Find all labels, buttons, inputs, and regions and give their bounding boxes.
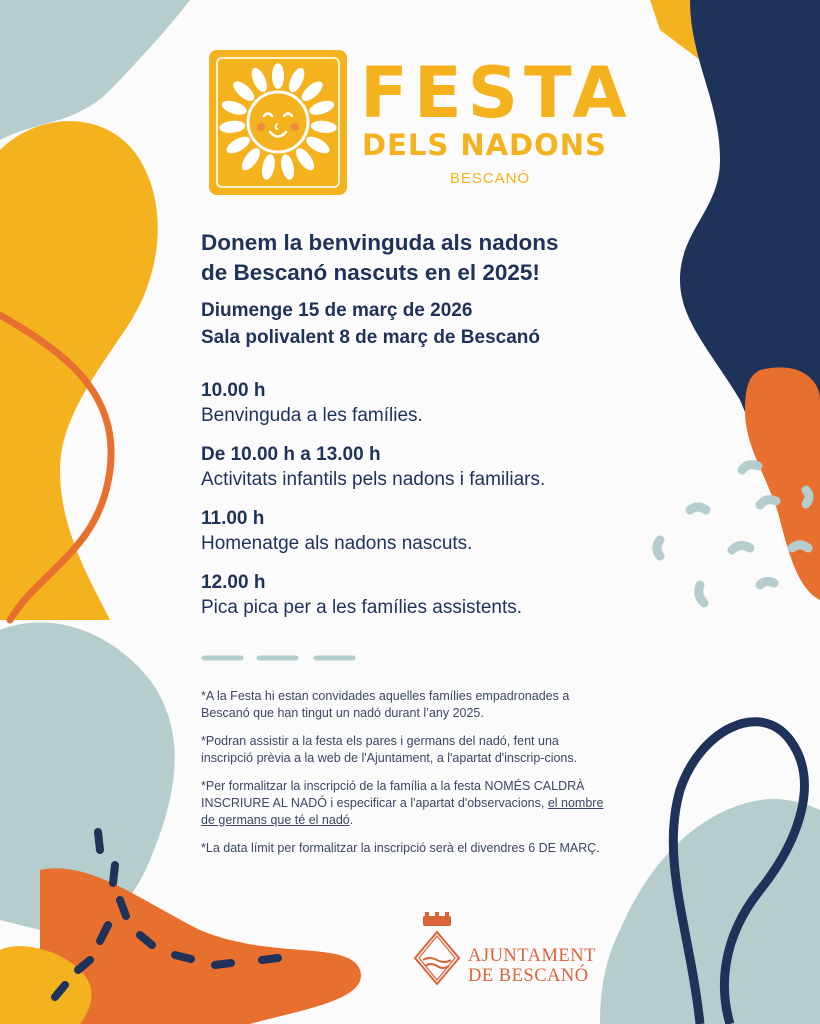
event-info — [201, 297, 641, 351]
note-3 — [201, 778, 611, 829]
dels-nadons-title: DELS NADONS — [362, 128, 607, 162]
note-3-end: . — [349, 813, 354, 827]
note-1: *A la Festa hi estan convidades aquelles famílies empadronades a Bescanó que han tingut un nadó durant l’any 2025. — [201, 689, 570, 720]
schedule-item — [201, 506, 641, 556]
schedule — [201, 378, 641, 634]
ajuntament-label: AJUNTAMENT — [468, 946, 596, 966]
headline — [201, 228, 641, 288]
teal-blob-bottom-right — [600, 799, 820, 1024]
festa-title: FESTA — [360, 52, 633, 134]
schedule-time: 11.00 h — [201, 508, 265, 529]
schedule-item — [201, 378, 641, 428]
headline-line-2: de Bescanó nascuts en el 2025! — [201, 260, 540, 285]
schedule-activity: Homenatge als nadons nascuts. — [201, 533, 473, 554]
orange-blob-right — [745, 367, 820, 600]
sun-logo — [209, 50, 347, 195]
teal-blob-top-left — [0, 0, 190, 140]
headline-line-1: Donem la benvinguda als nadons — [201, 230, 559, 255]
note-2: *Podran assistir a la festa els pares i germans del nadó, fent una inscripció prèvia a la web de l'Ajuntament, a l'apartat d'inscrip-cions. — [201, 734, 578, 765]
ajuntament-emblem — [413, 912, 473, 992]
schedule-time: De 10.00 h a 13.00 h — [201, 444, 381, 465]
notes — [201, 688, 611, 868]
schedule-time: 10.00 h — [201, 380, 266, 401]
schedule-activity: Activitats infantils pels nadons i familiars. — [201, 469, 546, 490]
note-3-text: *Per formalitzar la inscripció de la família a la festa NOMÉS CALDRÀ INSCRIURE AL NADÓ i especificar a l'apartat d'observacions, — [201, 779, 585, 810]
schedule-time: 12.00 h — [201, 572, 266, 593]
schedule-activity: Pica pica per a les famílies assistents. — [201, 597, 523, 618]
ajuntament-town-label: DE BESCANÓ — [468, 966, 589, 986]
event-date: Diumenge 15 de març de 2026 — [201, 300, 473, 321]
schedule-activity: Benvinguda a les famílies. — [201, 405, 423, 426]
note-3-underlined: el nombre de germans que té el nadó — [201, 796, 604, 827]
event-venue: Sala polivalent 8 de març de Bescanó — [201, 327, 540, 348]
schedule-item — [201, 442, 641, 492]
schedule-item — [201, 570, 641, 620]
note-4: *La data límit per formalitzar la inscripció serà el divendres 6 DE MARÇ. — [201, 841, 600, 855]
place-subtitle: BESCANÓ — [449, 170, 531, 187]
separator-dashes — [201, 655, 361, 661]
